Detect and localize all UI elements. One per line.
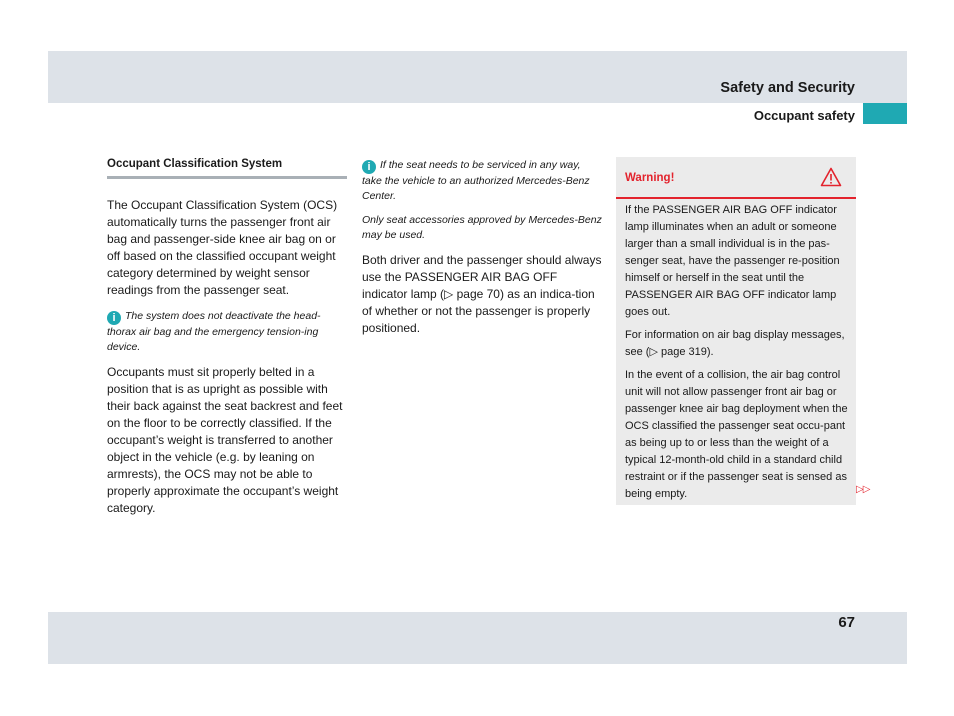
section-tab-marker xyxy=(863,103,907,124)
ocs-heading: Occupant Classification System xyxy=(107,156,347,179)
info-note-service xyxy=(362,158,602,203)
indicator-lamp-paragraph: Both driver and the passenger should always use the PASSENGER AIR BAG OFF indicator lamp (▷ page 70) as an indica-tion of whether or not the passenger is properly positioned. xyxy=(362,253,602,335)
warning-paragraph: If the PASSENGER AIR BAG OFF indicator lamp illuminates when an adult or someone larger than a small individual is in the pas-senger seat, have the passenger re-position himself or herself in the seat until the PASSENGER AIR BAG OFF indicator lamp goes out. xyxy=(625,204,840,318)
section-title: Safety and Security xyxy=(720,80,855,96)
info-icon: i xyxy=(107,311,121,325)
warning-box xyxy=(616,157,856,505)
page-number: 67 xyxy=(838,614,855,631)
warning-paragraph: For information on air bag display messages, see (▷ page 319). xyxy=(625,329,845,358)
info-note-deactivate xyxy=(107,309,347,354)
warning-header xyxy=(616,157,856,199)
footer-band xyxy=(48,612,907,664)
ocs-intro-paragraph: The Occupant Classification System (OCS) automatically turns the passenger front air bag and passenger-side knee air bag on or off based on the classified occupant weight category determined by weight sensor readings from the passenger seat. xyxy=(107,198,338,297)
warning-body xyxy=(625,202,849,509)
info-note-text: If the seat needs to be serviced in any way, take the vehicle to an authorized Mercedes-Benz Center. xyxy=(362,159,590,202)
warning-title: Warning! xyxy=(625,172,675,184)
warning-paragraph: In the event of a collision, the air bag control unit will not allow passenger front air bag or passenger knee air bag deployment when the OCS classified the passenger seat occu-pant as being up to or less than the weight of a typical 12-month-old child in a standard child restraint or if the passenger seat is sensed as being empty. xyxy=(625,369,848,500)
left-column xyxy=(107,156,347,527)
subsection-title: Occupant safety xyxy=(753,108,855,123)
info-note-text: The system does not deactivate the head-thorax air bag and the emergency tension-ing device. xyxy=(107,310,321,353)
warning-triangle-icon xyxy=(820,167,842,187)
continued-marker: ▷▷ xyxy=(856,484,870,495)
info-icon: i xyxy=(362,160,376,174)
ocs-seating-paragraph: Occupants must sit properly belted in a position that is as upright as possible with their back against the seat backrest and feet on the floor to be correctly classified. If the occupant’s weight is transferred to another object in the vehicle (e.g. by leaning on armrests), the OCS may not be able to properly approximate the occupant’s weight category. xyxy=(107,365,343,515)
middle-column xyxy=(362,158,602,347)
info-note-accessories: Only seat accessories approved by Mercedes-Benz may be used. xyxy=(362,214,602,241)
